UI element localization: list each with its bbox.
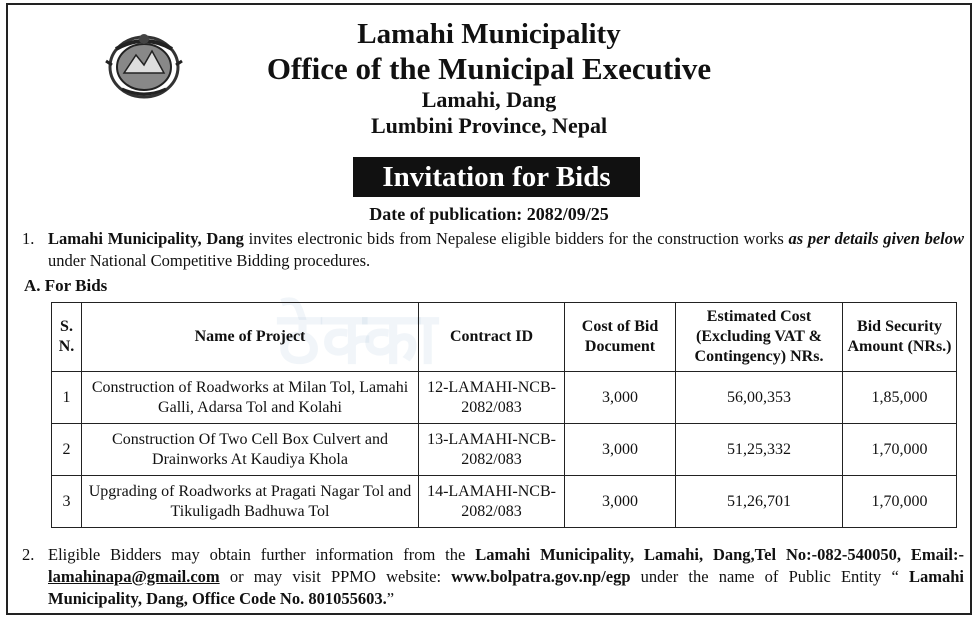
project-cell: Construction of Roadworks at Milan Tol, Lamahi Galli, Adarsa Tol and Kolahi — [82, 372, 419, 424]
website-link[interactable]: www.bolpatra.gov.np/egp — [451, 567, 631, 586]
doc-cost-cell: 3,000 — [565, 424, 676, 476]
paragraph-number: 2. — [22, 545, 35, 564]
paragraph-1 — [22, 228, 964, 272]
project-cell: Construction Of Two Cell Box Culvert and Drainworks At Kaudiya Khola — [82, 424, 419, 476]
table-header-row — [52, 303, 957, 372]
section-heading: A. For Bids — [24, 276, 108, 295]
email-link[interactable]: lamahinapa@gmail.com — [48, 567, 220, 586]
doc-cost-cell: 3,000 — [565, 476, 676, 528]
table-row — [52, 424, 957, 476]
column-header: Name of Project — [82, 303, 419, 372]
location: Lamahi, Dang — [421, 87, 557, 112]
contract-id-cell: 14-LAMAHI-NCB-2082/083 — [419, 476, 565, 528]
org-name: Lamahi Municipality — [357, 18, 621, 50]
bidder-name: Lamahi Municipality, Dang — [48, 229, 244, 248]
estimated-cost-cell: 56,00,353 — [676, 372, 843, 424]
sn-cell: 2 — [52, 424, 82, 476]
paragraph-text: ” — [386, 589, 395, 608]
notice-page — [6, 3, 972, 615]
paragraph-text: under the name of Public Entity “ — [630, 567, 909, 586]
column-header: Estimated Cost (Excluding VAT & Contingency) NRs. — [676, 303, 843, 372]
contract-id-cell: 12-LAMAHI-NCB-2082/083 — [419, 372, 565, 424]
entity-name: Lamahi Municipality, Dang, Office Code No. 801055603. — [48, 567, 964, 608]
column-header: S. N. — [52, 303, 82, 372]
paragraph-text: Eligible Bidders may obtain further information from the — [48, 545, 476, 564]
publication-date: Date of publication: 2082/09/25 — [369, 204, 609, 224]
invitation-banner: Invitation for Bids — [353, 157, 640, 197]
table-row — [52, 476, 957, 528]
watermark: ठेक्का — [278, 296, 440, 380]
security-cell: 1,85,000 — [843, 372, 957, 424]
estimated-cost-cell: 51,25,332 — [676, 424, 843, 476]
column-header: Contract ID — [419, 303, 565, 372]
paragraph-2 — [22, 544, 964, 610]
paragraph-text: invites electronic bids from Nepalese eligible bidders for the construction works — [243, 229, 789, 248]
column-header: Bid Security Amount (NRs.) — [843, 303, 957, 372]
project-cell: Upgrading of Roadworks at Pragati Nagar Tol and Tikuligadh Badhuwa Tol — [82, 476, 419, 528]
contract-id-cell: 13-LAMAHI-NCB-2082/083 — [419, 424, 565, 476]
office-name: Office of the Municipal Executive — [266, 51, 712, 86]
security-cell: 1,70,000 — [843, 424, 957, 476]
paragraph-text: under National Competitive Bidding procedures. — [48, 251, 371, 270]
paragraph-number: 1. — [22, 229, 35, 248]
contact-details: Lamahi Municipality, Lamahi, Dang,Tel No:-082-540050, Email:- — [475, 545, 964, 564]
paragraph-text: or may visit PPMO website: — [219, 567, 452, 586]
sn-cell: 1 — [52, 372, 82, 424]
security-cell: 1,70,000 — [843, 476, 957, 528]
doc-cost-cell: 3,000 — [565, 372, 676, 424]
estimated-cost-cell: 51,26,701 — [676, 476, 843, 528]
province: Lumbini Province, Nepal — [370, 113, 608, 138]
sn-cell: 3 — [52, 476, 82, 528]
emphasis-text: as per details given below — [788, 229, 965, 248]
table-row — [52, 372, 957, 424]
bids-table — [51, 302, 957, 528]
header — [8, 17, 970, 139]
column-header: Cost of Bid Document — [565, 303, 676, 372]
